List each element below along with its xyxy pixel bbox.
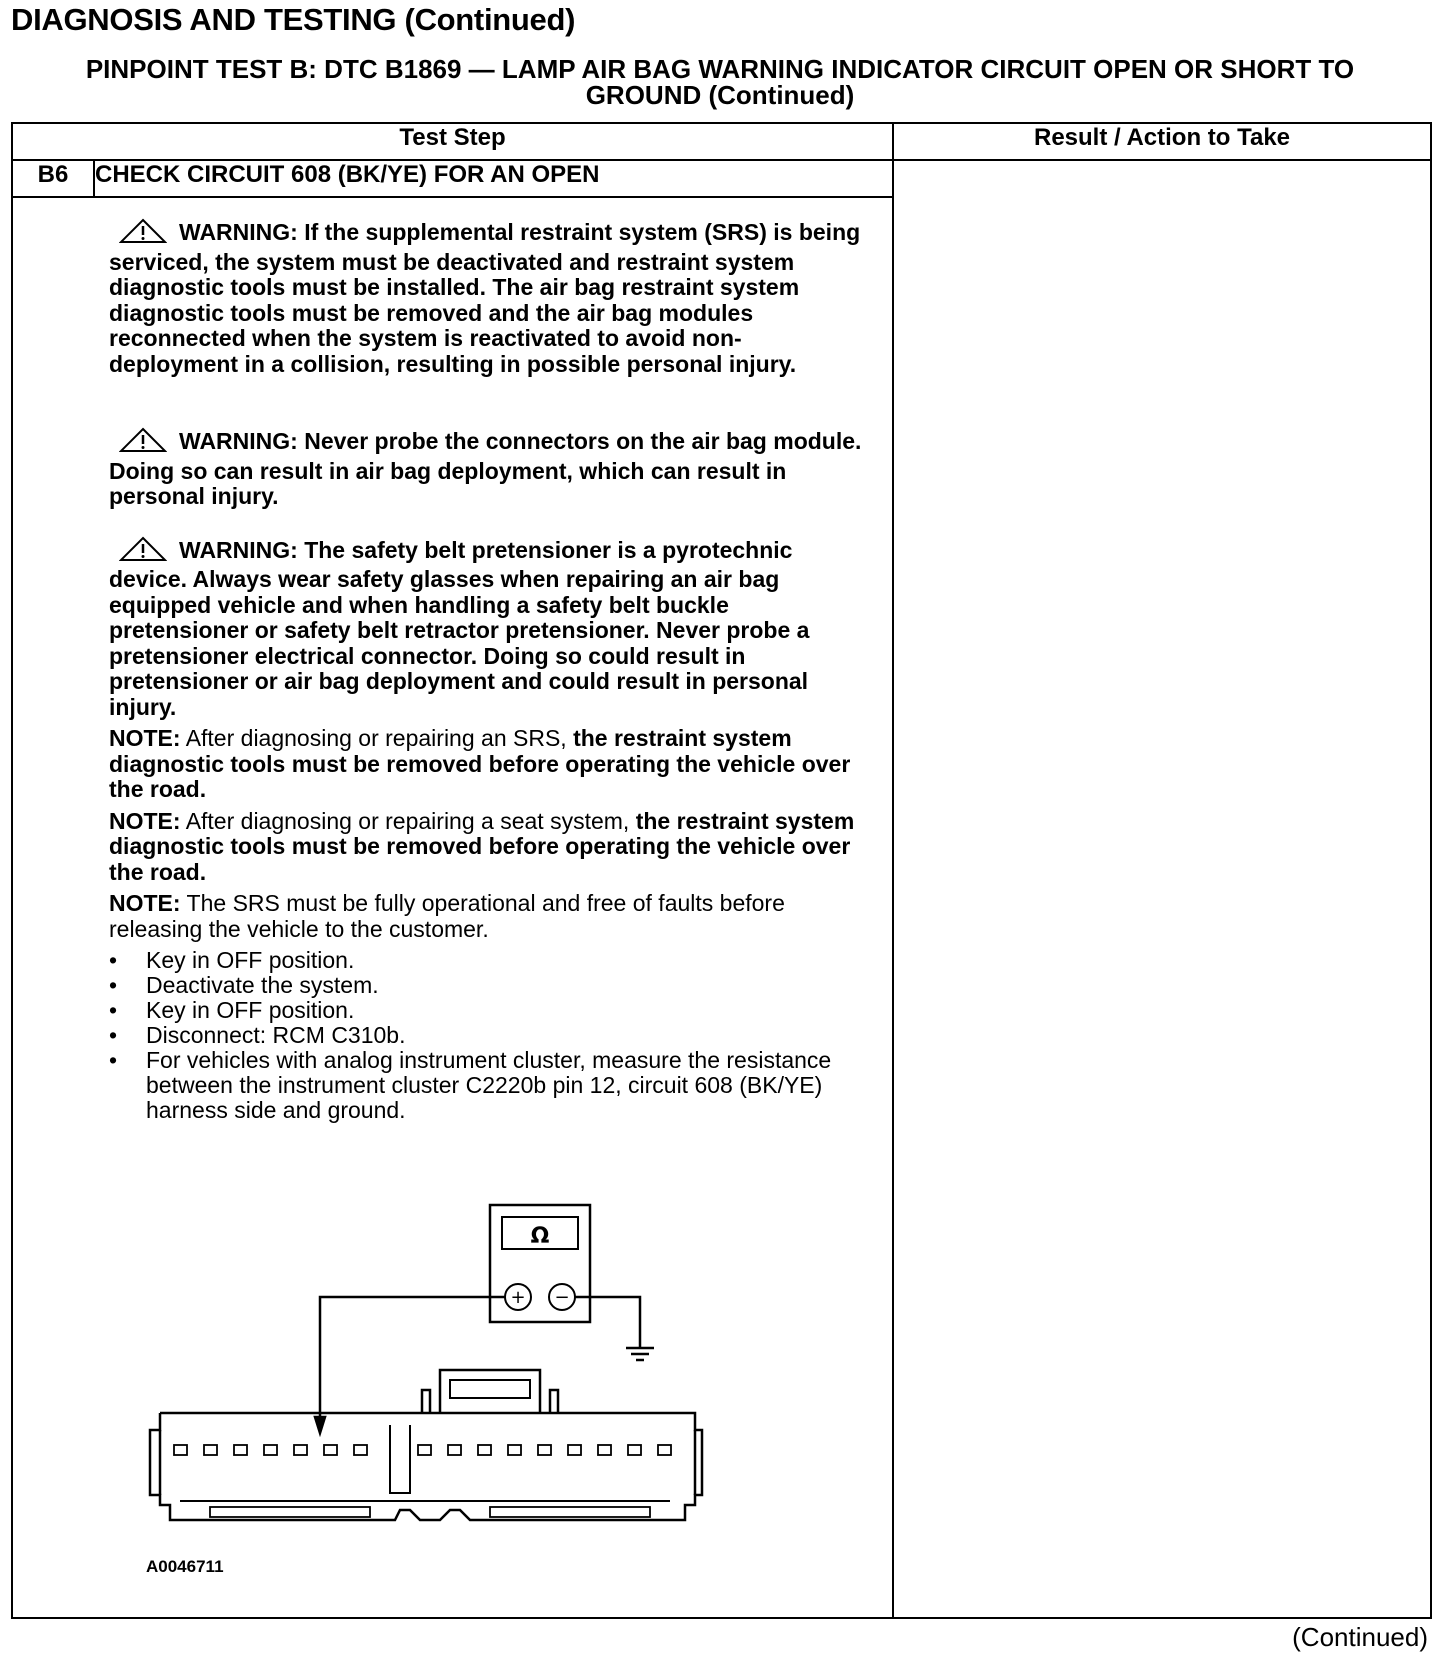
list-item: • Disconnect: RCM C310b. bbox=[109, 1023, 862, 1048]
connector-measurement-diagram bbox=[140, 1195, 760, 1535]
connector-latch bbox=[422, 1370, 558, 1413]
step-title: CHECK CIRCUIT 608 (BK/YE) FOR AN OPEN bbox=[94, 160, 893, 197]
ground-icon bbox=[626, 1345, 654, 1360]
warning-triangle-icon bbox=[119, 218, 167, 250]
warning-triangle-icon bbox=[119, 427, 167, 459]
probe-tip bbox=[315, 1417, 325, 1433]
continued-footer: (Continued) bbox=[1292, 1622, 1428, 1652]
test-title-line2: GROUND (Continued) bbox=[585, 80, 855, 110]
positive-lead bbox=[320, 1297, 505, 1425]
plus-label: + bbox=[510, 1287, 526, 1308]
pinpoint-test-title bbox=[10, 56, 1430, 108]
list-item: • Key in OFF position. bbox=[109, 998, 862, 1023]
pin-12 bbox=[324, 1445, 337, 1455]
header-test-step: Test Step bbox=[12, 123, 893, 160]
header-result-action: Result / Action to Take bbox=[893, 123, 1431, 160]
result-cell bbox=[893, 160, 1431, 1618]
test-title-line1: PINPOINT TEST B: DTC B1869 — LAMP AIR BAG WARNING INDICATOR CIRCUIT OPEN OR SHORT TO bbox=[85, 54, 1355, 84]
pin-row-left bbox=[174, 1445, 367, 1455]
connector-c2220b bbox=[150, 1413, 702, 1520]
warning-pretensioner: WARNING: The safety belt pretensioner is a pyrotechnic device. Always wear safety glasses when repairing an air bag equipped vehicle and when handling a safety belt buckle pretensioner or safety belt retractor pretensioner. Never probe a pretensioner electrical connector. Doing so could result in pretensioner or air bag deployment and could result in personal injury. bbox=[109, 536, 810, 720]
warning-triangle-icon bbox=[119, 536, 167, 568]
warning-probe-module: WARNING: Never probe the connectors on the air bag module. Doing so can result in air bag deployment, which can result in personal injury. bbox=[109, 428, 862, 509]
step-number: B6 bbox=[12, 160, 94, 197]
note-srs-tools: NOTE: After diagnosing or repairing an SRS, the restraint system diagnostic tools must be removed before operating the vehicle over the road. bbox=[109, 725, 851, 802]
warning-srs: WARNING: If the supplemental restraint system (SRS) is being serviced, the system must be deactivated and restraint system diagnostic tools must be installed. The air bag restraint system diagnostic tools must be removed and the air bag modules reconnected when the system is reactivated to avoid non-deployment in a collision, resulting in possible personal injury. bbox=[109, 219, 861, 377]
figure-id: A0046711 bbox=[146, 1557, 224, 1576]
list-item: • Deactivate the system. bbox=[109, 973, 862, 998]
pin-row-right bbox=[418, 1445, 671, 1455]
list-item: • Key in OFF position. bbox=[109, 948, 862, 973]
list-item: • For vehicles with analog instrument cluster, measure the resistance between the instrument cluster C2220b pin 12, circuit 608 (BK/YE) harness side and ground. bbox=[109, 1048, 862, 1123]
page-heading: DIAGNOSIS AND TESTING (Continued) bbox=[11, 2, 576, 37]
note-seat-tools: NOTE: After diagnosing or repairing a seat system, the restraint system diagnostic tools must be removed before operating the vehicle over the road. bbox=[109, 807, 855, 885]
minus-label: − bbox=[554, 1287, 570, 1308]
procedure-steps bbox=[109, 948, 862, 1123]
note-srs-operational: NOTE: The SRS must be fully operational and free of faults before releasing the vehicle to the customer. bbox=[109, 890, 785, 942]
ohmmeter-icon bbox=[490, 1205, 590, 1322]
ohm-symbol: Ω bbox=[530, 1224, 550, 1249]
